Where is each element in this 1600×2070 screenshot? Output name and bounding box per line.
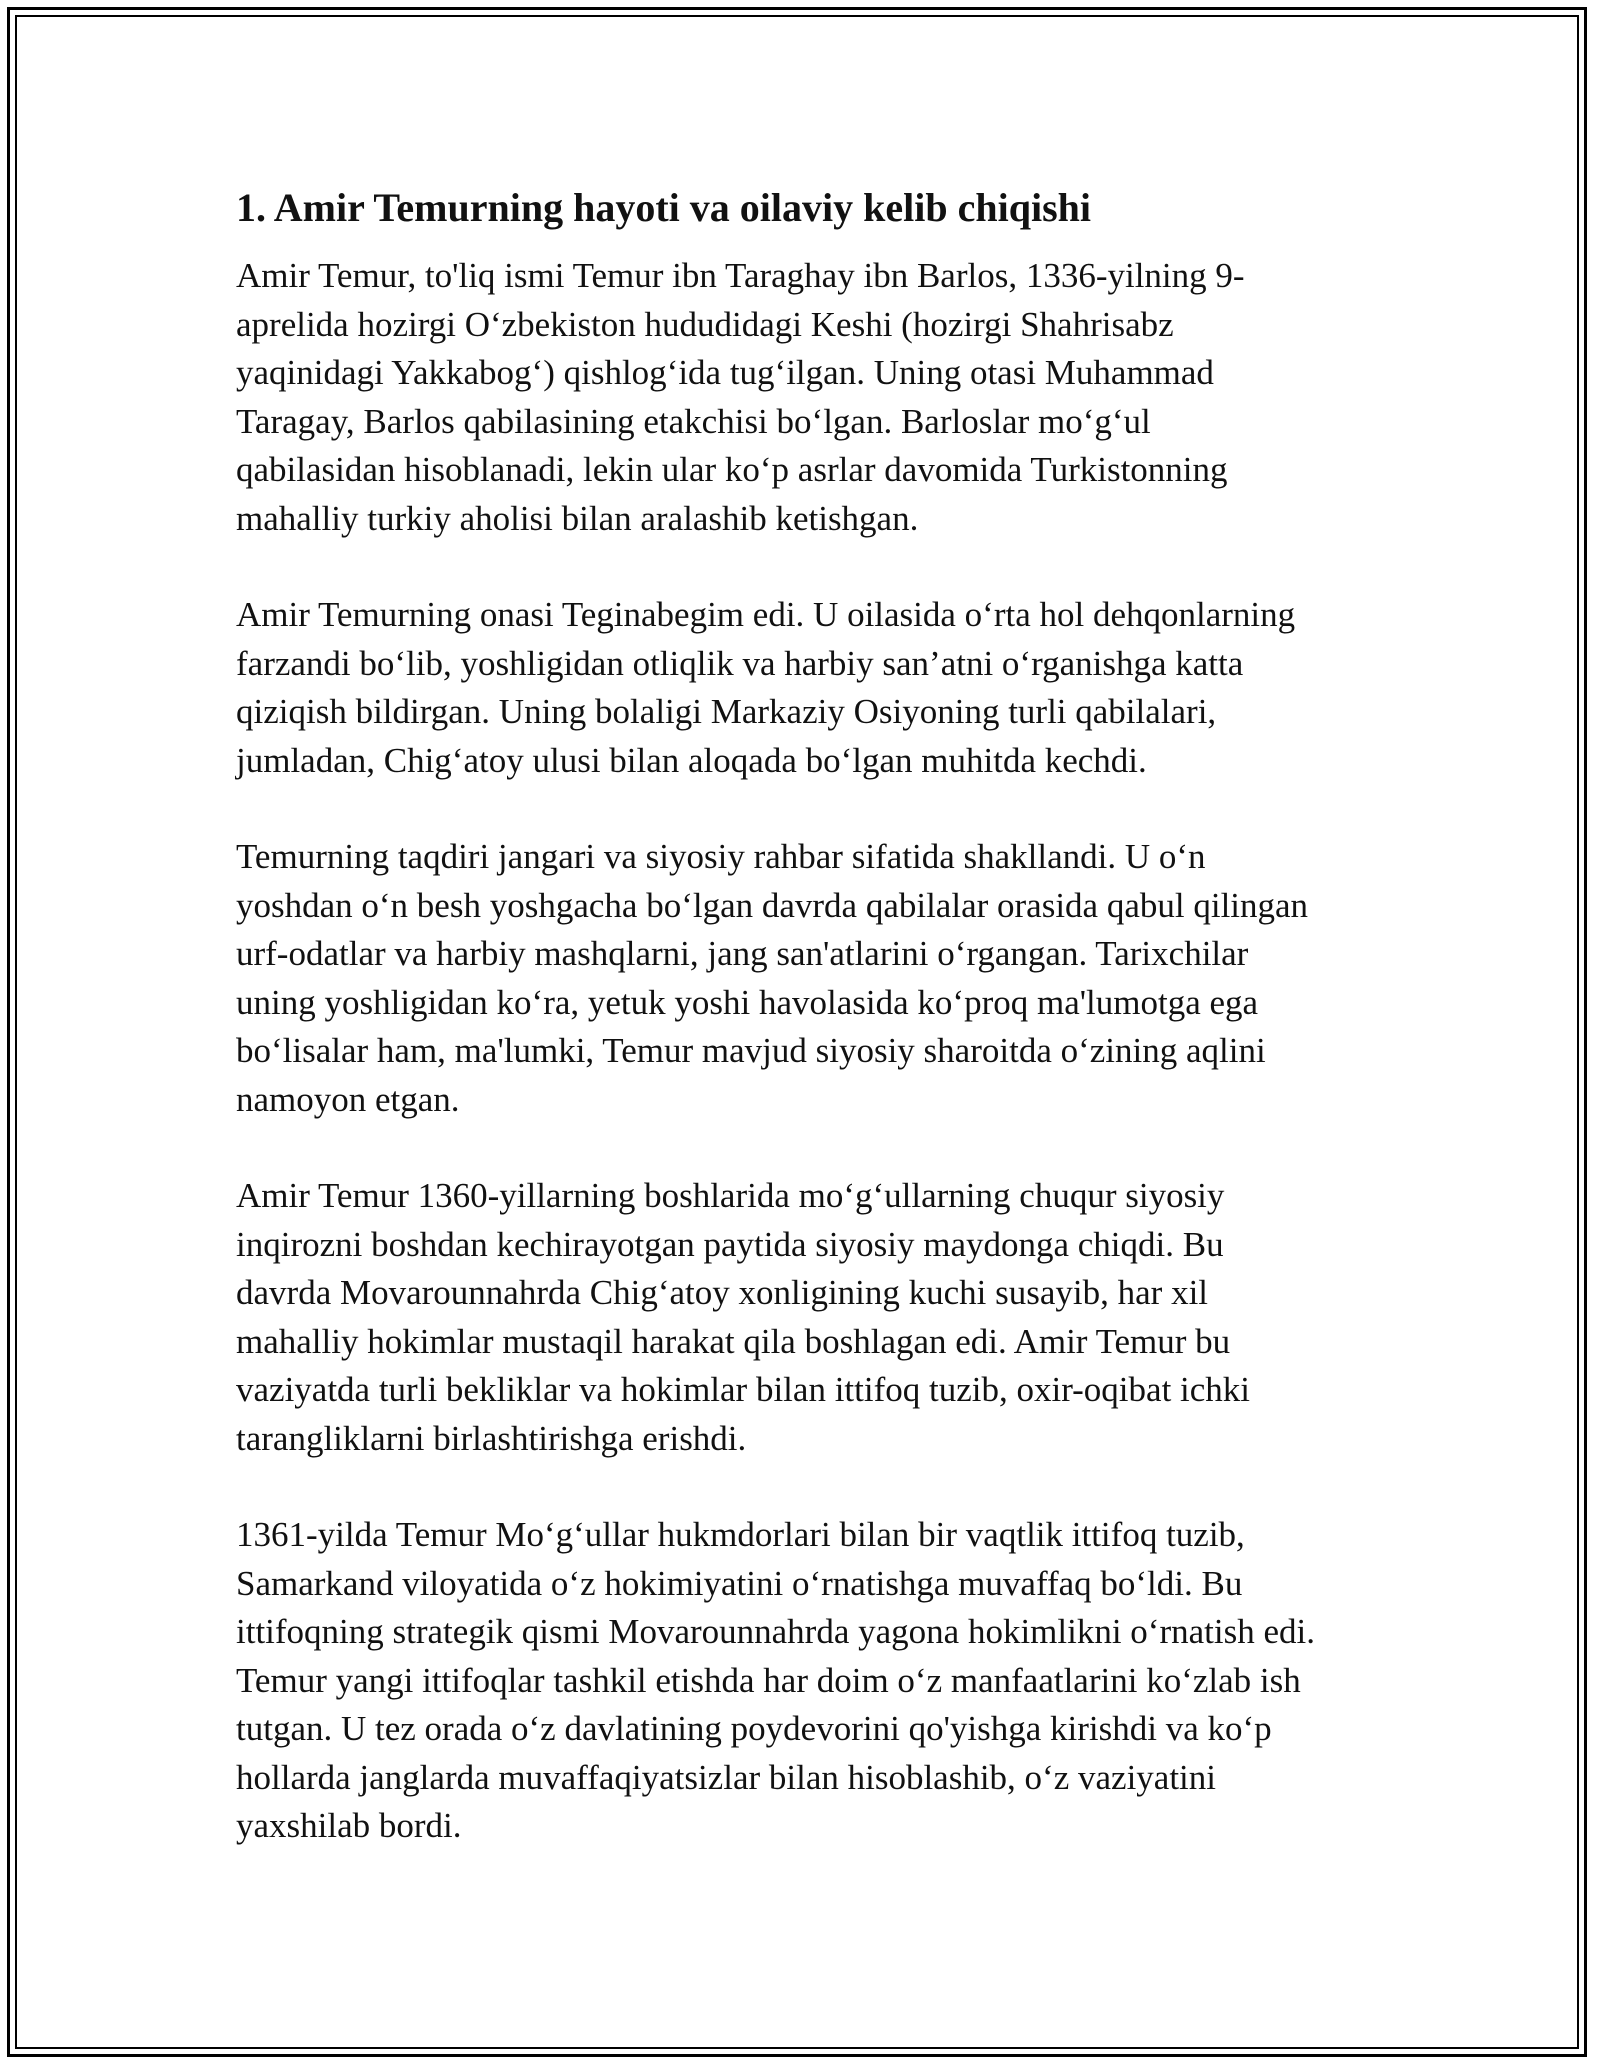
document-body bbox=[236, 184, 1386, 1899]
paragraph-3: Temurning taqdiri jangari va siyosiy rahbar sifatida shakllandi. U o‘n yoshdan o‘n besh yoshgacha bo‘lgan davrda qabilalar orasida qabul qilingan urf-odatlar va harbiy mashqlarni, jang san'atlarini o‘rgangan. Tarixchilar uning yoshligidan ko‘ra, yetuk yoshi havolasida ko‘proq ma'lumotga ega bo‘lisalar ham, ma'lumki, Temur mavjud siyosiy sharoitda o‘zining aqlini namoyon etgan. bbox=[236, 837, 1309, 1119]
paragraph-5: 1361-yilda Temur Mo‘g‘ullar hukmdorlari bilan bir vaqtlik ittifoq tuzib, Samarkand viloyatida o‘z hokimiyatini o‘rnatishga muvaffaq bo‘ldi. Bu ittifoqning strategik qismi Movarounnahrda yagona hokimlikni o‘rnatish edi. Temur yangi ittifoqlar tashkil etishda har doim o‘z manfaatlarini ko‘zlab ish tutgan. U tez orada o‘z davlatining poydevorini qo'yishga kirishdi va ko‘p hollarda janglarda muvaffaqiyatsizlar bilan hisoblashib, o‘z vaziyatini yaxshilab bordi. bbox=[236, 1515, 1315, 1845]
section-heading: 1. Amir Temurning hayoti va oilaviy kelib chiqishi bbox=[236, 185, 1091, 230]
paragraph-4: Amir Temur 1360-yillarning boshlarida mo‘g‘ullarning chuqur siyosiy inqirozni boshdan kechirayotgan paytida siyosiy maydonga chiqdi. Bu davrda Movarounnahrda Chig‘atoy xonligining kuchi susayib, har xil mahalliy hokimlar mustaqil harakat qila boshlagan edi. Amir Temur bu vaziyatda turli bekliklar va hokimlar bilan ittifoq tuzib, oxir-oqibat ichki tarangliklarni birlashtirishga erishdi. bbox=[236, 1176, 1251, 1458]
paragraph-2: Amir Temurning onasi Teginabegim edi. U oilasida o‘rta hol dehqonlarning farzandi bo‘lib, yoshligidan otliqlik va harbiy san’atni o‘rganishga katta qiziqish bildirgan. Uning bolaligi Markaziy Osiyoning turli qabilalari, jumladan, Chig‘atoy ulusi bilan aloqada bo‘lgan muhitda kechdi. bbox=[236, 595, 1296, 780]
paragraph-1: Amir Temur, to'liq ismi Temur ibn Taraghay ibn Barlos, 1336-yilning 9- aprelida hozirgi O‘zbekiston hududidagi Keshi (hozirgi Shahrisabz yaqinidagi Yakkabog‘) qishlog‘ida tug‘ilgan. Uning otasi Muhammad Taragay, Barlos qabilasining etakchisi bo‘lgan. Barloslar mo‘g‘ul qabilasidan hisoblanadi, lekin ular ko‘p asrlar davomida Turkistonning mahalliy turkiy aholisi bilan aralashib ketishgan. bbox=[236, 256, 1245, 538]
